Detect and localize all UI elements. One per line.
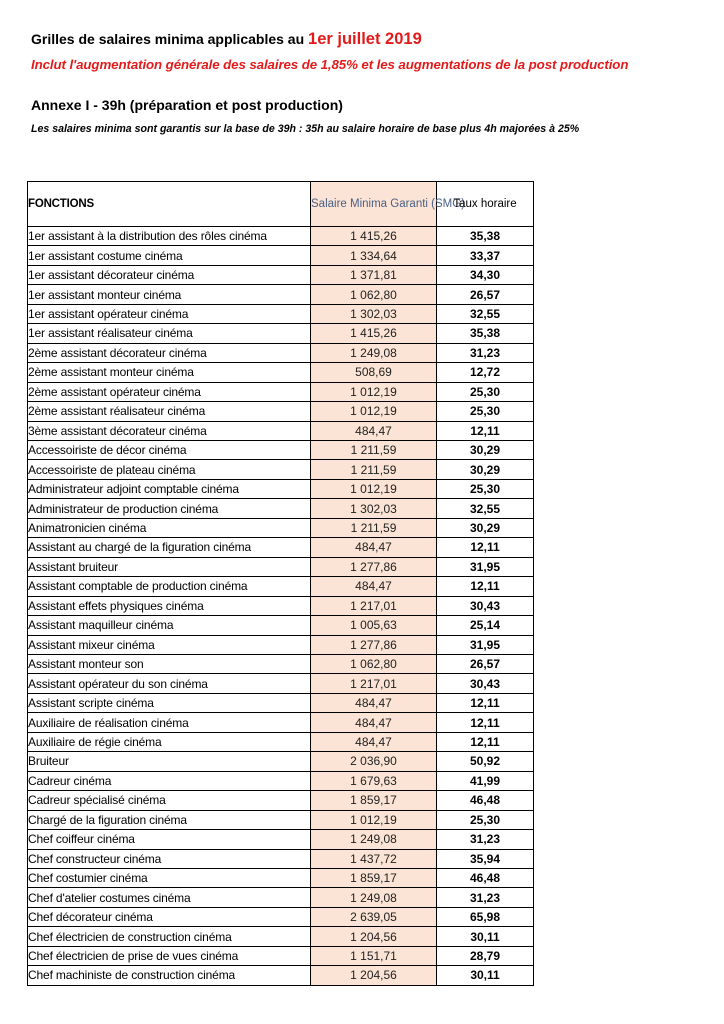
cell-smg: 484,47 <box>311 732 437 751</box>
cell-fonction: Chargé de la figuration cinéma <box>28 810 311 829</box>
cell-smg: 1 679,63 <box>311 771 437 790</box>
cell-smg: 1 204,56 <box>311 927 437 946</box>
cell-taux: 25,30 <box>437 810 534 829</box>
cell-taux: 12,11 <box>437 577 534 596</box>
cell-smg: 484,47 <box>311 421 437 440</box>
cell-smg: 1 211,59 <box>311 518 437 537</box>
cell-fonction: Chef coiffeur cinéma <box>28 830 311 849</box>
cell-smg: 1 277,86 <box>311 557 437 576</box>
cell-smg: 508,69 <box>311 363 437 382</box>
table-row <box>28 810 534 829</box>
title-date: 1er juillet 2019 <box>308 30 422 48</box>
table-row <box>28 654 534 673</box>
table-row <box>28 479 534 498</box>
table-row <box>28 732 534 751</box>
cell-smg: 484,47 <box>311 693 437 712</box>
column-header-smg: Salaire Minima Garanti (SMG) <box>311 182 437 227</box>
cell-taux: 41,99 <box>437 771 534 790</box>
cell-taux: 28,79 <box>437 946 534 965</box>
cell-taux: 31,23 <box>437 830 534 849</box>
cell-smg: 1 204,56 <box>311 966 437 985</box>
cell-fonction: 2ème assistant monteur cinéma <box>28 363 311 382</box>
cell-fonction: Accessoiriste de plateau cinéma <box>28 460 311 479</box>
cell-smg: 1 012,19 <box>311 479 437 498</box>
table-row <box>28 324 534 343</box>
cell-fonction: Auxiliaire de régie cinéma <box>28 732 311 751</box>
cell-fonction: Assistant maquilleur cinéma <box>28 616 311 635</box>
table-row <box>28 966 534 985</box>
table-row <box>28 402 534 421</box>
cell-taux: 30,29 <box>437 460 534 479</box>
cell-taux: 25,30 <box>437 402 534 421</box>
cell-fonction: Assistant mixeur cinéma <box>28 635 311 654</box>
cell-smg: 1 415,26 <box>311 324 437 343</box>
cell-fonction: Chef constructeur cinéma <box>28 849 311 868</box>
cell-smg: 1 005,63 <box>311 616 437 635</box>
column-header-fonctions: FONCTIONS <box>28 182 311 227</box>
cell-taux: 25,30 <box>437 382 534 401</box>
table-row <box>28 577 534 596</box>
cell-taux: 12,11 <box>437 732 534 751</box>
cell-taux: 35,94 <box>437 849 534 868</box>
table-row <box>28 421 534 440</box>
cell-smg: 1 371,81 <box>311 265 437 284</box>
cell-smg: 2 036,90 <box>311 752 437 771</box>
cell-smg: 1 012,19 <box>311 382 437 401</box>
table-row <box>28 616 534 635</box>
cell-taux: 12,11 <box>437 538 534 557</box>
cell-taux: 30,29 <box>437 518 534 537</box>
cell-smg: 1 217,01 <box>311 596 437 615</box>
cell-fonction: Assistant monteur son <box>28 654 311 673</box>
table-row <box>28 596 534 615</box>
table-row <box>28 227 534 246</box>
table-row <box>28 907 534 926</box>
cell-taux: 31,95 <box>437 635 534 654</box>
cell-smg: 1 302,03 <box>311 304 437 323</box>
table-row <box>28 635 534 654</box>
cell-smg: 2 639,05 <box>311 907 437 926</box>
cell-fonction: Assistant au chargé de la figuration cinéma <box>28 538 311 557</box>
cell-fonction: Chef décorateur cinéma <box>28 907 311 926</box>
cell-smg: 1 062,80 <box>311 285 437 304</box>
cell-taux: 30,29 <box>437 440 534 459</box>
cell-smg: 1 151,71 <box>311 946 437 965</box>
cell-fonction: 2ème assistant décorateur cinéma <box>28 343 311 362</box>
cell-fonction: Chef costumier cinéma <box>28 868 311 887</box>
cell-taux: 25,14 <box>437 616 534 635</box>
cell-taux: 35,38 <box>437 227 534 246</box>
cell-fonction: Assistant opérateur du son cinéma <box>28 674 311 693</box>
table-row <box>28 538 534 557</box>
cell-fonction: Assistant scripte cinéma <box>28 693 311 712</box>
cell-taux: 34,30 <box>437 265 534 284</box>
table-row <box>28 888 534 907</box>
cell-fonction: Auxiliaire de réalisation cinéma <box>28 713 311 732</box>
cell-taux: 25,30 <box>437 479 534 498</box>
basis-note: Les salaires minima sont garantis sur la base de 39h : 35h au salaire horaire de base plus 4h majorées à 25% <box>31 123 580 135</box>
cell-smg: 1 249,08 <box>311 830 437 849</box>
cell-fonction: Cadreur cinéma <box>28 771 311 790</box>
cell-fonction: 3ème assistant décorateur cinéma <box>28 421 311 440</box>
subtitle: Inclut l'augmentation générale des salaires de 1,85% et les augmentations de la post production <box>31 57 629 72</box>
cell-smg: 1 012,19 <box>311 402 437 421</box>
cell-smg: 1 249,08 <box>311 343 437 362</box>
cell-taux: 12,11 <box>437 713 534 732</box>
table-row <box>28 946 534 965</box>
cell-fonction: Administrateur adjoint comptable cinéma <box>28 479 311 498</box>
cell-fonction: Animatronicien cinéma <box>28 518 311 537</box>
table-body <box>28 227 534 986</box>
cell-smg: 1 334,64 <box>311 246 437 265</box>
cell-smg: 484,47 <box>311 577 437 596</box>
cell-taux: 31,23 <box>437 888 534 907</box>
cell-fonction: 1er assistant décorateur cinéma <box>28 265 311 284</box>
table-row <box>28 557 534 576</box>
cell-smg: 1 062,80 <box>311 654 437 673</box>
table-row <box>28 693 534 712</box>
cell-taux: 31,95 <box>437 557 534 576</box>
page-title <box>31 30 422 49</box>
table-row <box>28 363 534 382</box>
cell-taux: 12,72 <box>437 363 534 382</box>
cell-smg: 1 437,72 <box>311 849 437 868</box>
cell-fonction: Assistant bruiteur <box>28 557 311 576</box>
table-header-row <box>28 182 534 227</box>
table-row <box>28 849 534 868</box>
cell-smg: 1 277,86 <box>311 635 437 654</box>
cell-taux: 31,23 <box>437 343 534 362</box>
cell-taux: 30,43 <box>437 596 534 615</box>
column-header-taux: Taux horaire <box>437 182 534 227</box>
table-row <box>28 499 534 518</box>
cell-fonction: 1er assistant à la distribution des rôles cinéma <box>28 227 311 246</box>
cell-taux: 30,43 <box>437 674 534 693</box>
cell-fonction: 2ème assistant opérateur cinéma <box>28 382 311 401</box>
cell-fonction: 1er assistant opérateur cinéma <box>28 304 311 323</box>
title-prefix: Grilles de salaires minima applicables au <box>31 31 309 47</box>
table-row <box>28 868 534 887</box>
cell-taux: 65,98 <box>437 907 534 926</box>
cell-taux: 46,48 <box>437 791 534 810</box>
cell-taux: 32,55 <box>437 499 534 518</box>
cell-smg: 1 302,03 <box>311 499 437 518</box>
cell-taux: 30,11 <box>437 927 534 946</box>
table-row <box>28 265 534 284</box>
table-row <box>28 343 534 362</box>
cell-taux: 26,57 <box>437 654 534 673</box>
table-row <box>28 518 534 537</box>
cell-fonction: 1er assistant réalisateur cinéma <box>28 324 311 343</box>
cell-fonction: Administrateur de production cinéma <box>28 499 311 518</box>
cell-taux: 12,11 <box>437 693 534 712</box>
table-row <box>28 304 534 323</box>
cell-smg: 1 211,59 <box>311 460 437 479</box>
annex-heading: Annexe I - 39h (préparation et post production) <box>31 97 343 113</box>
salary-table <box>27 181 534 986</box>
cell-fonction: Accessoiriste de décor cinéma <box>28 440 311 459</box>
cell-smg: 484,47 <box>311 713 437 732</box>
cell-taux: 46,48 <box>437 868 534 887</box>
cell-smg: 1 211,59 <box>311 440 437 459</box>
cell-fonction: Assistant effets physiques cinéma <box>28 596 311 615</box>
cell-fonction: Chef électricien de prise de vues cinéma <box>28 946 311 965</box>
cell-fonction: Chef machiniste de construction cinéma <box>28 966 311 985</box>
cell-taux: 50,92 <box>437 752 534 771</box>
table-row <box>28 713 534 732</box>
cell-taux: 12,11 <box>437 421 534 440</box>
table-row <box>28 285 534 304</box>
cell-fonction: Assistant comptable de production cinéma <box>28 577 311 596</box>
table-row <box>28 752 534 771</box>
table-row <box>28 382 534 401</box>
cell-smg: 1 217,01 <box>311 674 437 693</box>
cell-taux: 32,55 <box>437 304 534 323</box>
cell-fonction: Chef électricien de construction cinéma <box>28 927 311 946</box>
cell-fonction: 1er assistant costume cinéma <box>28 246 311 265</box>
table-row <box>28 674 534 693</box>
table-row <box>28 927 534 946</box>
cell-fonction: Bruiteur <box>28 752 311 771</box>
table-row <box>28 440 534 459</box>
cell-fonction: 1er assistant monteur cinéma <box>28 285 311 304</box>
cell-smg: 484,47 <box>311 538 437 557</box>
cell-fonction: Chef d'atelier costumes cinéma <box>28 888 311 907</box>
table-row <box>28 791 534 810</box>
table-row <box>28 771 534 790</box>
cell-smg: 1 415,26 <box>311 227 437 246</box>
cell-smg: 1 859,17 <box>311 868 437 887</box>
cell-smg: 1 012,19 <box>311 810 437 829</box>
cell-fonction: 2ème assistant réalisateur cinéma <box>28 402 311 421</box>
table-row <box>28 460 534 479</box>
table-row <box>28 830 534 849</box>
cell-taux: 35,38 <box>437 324 534 343</box>
cell-smg: 1 249,08 <box>311 888 437 907</box>
cell-smg: 1 859,17 <box>311 791 437 810</box>
cell-fonction: Cadreur spécialisé cinéma <box>28 791 311 810</box>
table-row <box>28 246 534 265</box>
cell-taux: 33,37 <box>437 246 534 265</box>
cell-taux: 26,57 <box>437 285 534 304</box>
cell-taux: 30,11 <box>437 966 534 985</box>
